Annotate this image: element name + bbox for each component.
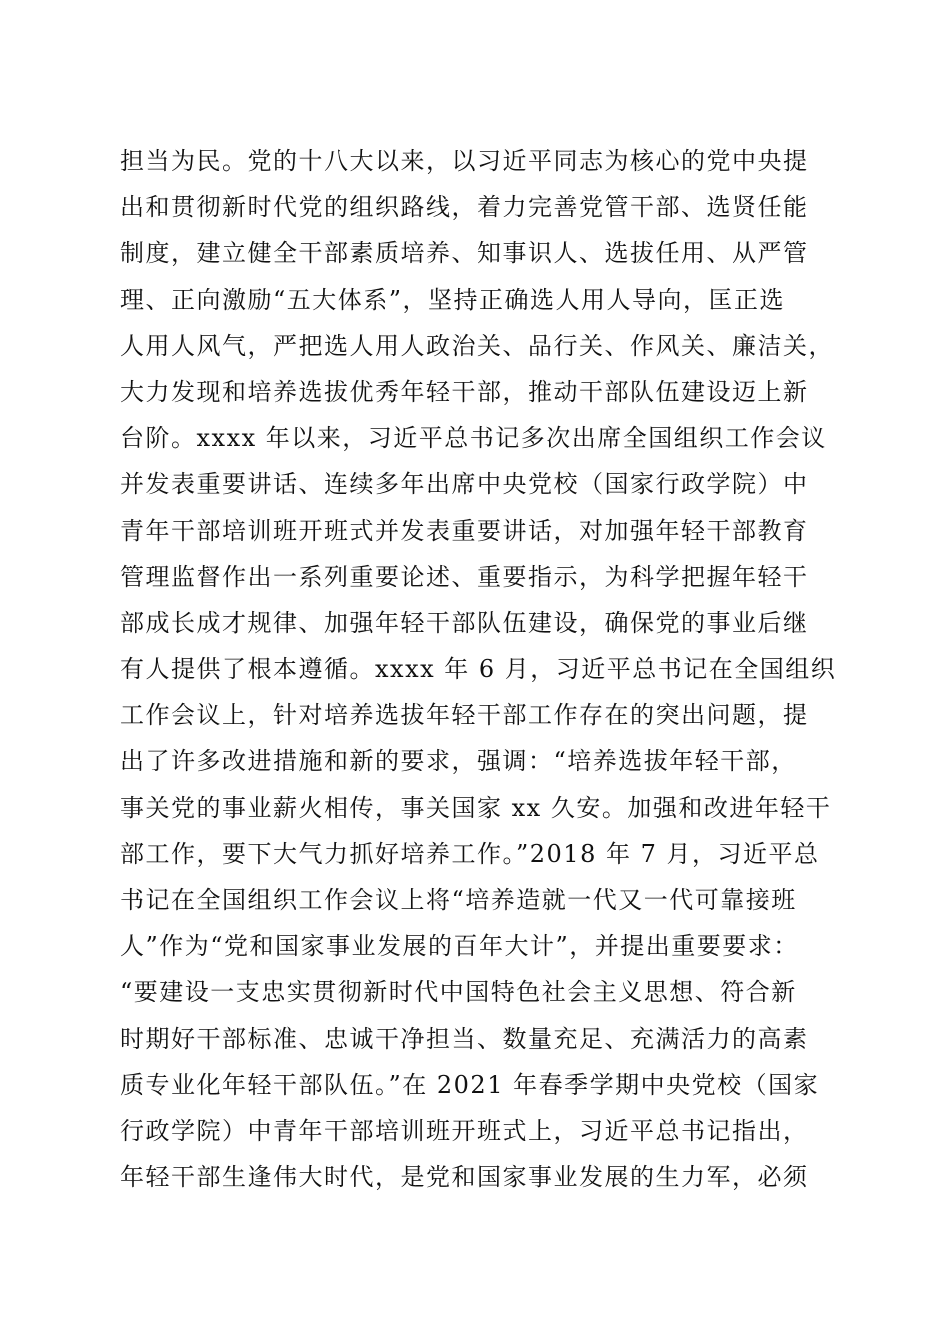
text-line: 大力发现和培养选拔优秀年轻干部，推动干部队伍建设迈上新 bbox=[120, 377, 809, 406]
text-line: 制度，建立健全干部素质培养、知事识人、选拔任用、从严管 bbox=[120, 239, 809, 268]
text-line: 质专业化年轻干部队伍。”在 2021 年春季学期中央党校（国家 bbox=[120, 1070, 820, 1099]
text-line: 部工作，要下大气力抓好培养工作。”2018 年 7 月，习近平总 bbox=[120, 839, 820, 868]
text-line: 年轻干部生逢伟大时代，是党和国家事业发展的生力军，必须 bbox=[120, 1163, 809, 1192]
text-line: 部成长成才规律、加强年轻干部队伍建设，确保党的事业后继 bbox=[120, 608, 809, 637]
text-line: 行政学院）中青年干部培训班开班式上，习近平总书记指出， bbox=[120, 1116, 809, 1145]
text-line: 出和贯彻新时代党的组织路线，着力完善党管干部、选贤任能 bbox=[120, 193, 809, 222]
text-line: 出了许多改进措施和新的要求，强调：“培养选拔年轻干部， bbox=[120, 747, 797, 776]
body-text bbox=[120, 138, 840, 1200]
text-line: 理、正向激励“五大体系”，坚持正确选人用人导向，匡正选 bbox=[120, 285, 786, 314]
text-line: 人用人风气，严把选人用人政治关、品行关、作风关、廉洁关， bbox=[120, 331, 834, 360]
text-line: 有人提供了根本遵循。xxxx 年 6 月，习近平总书记在全国组织 bbox=[120, 655, 837, 684]
text-line: 书记在全国组织工作会议上将“培养造就一代又一代可靠接班 bbox=[120, 886, 797, 914]
text-line: 并发表重要讲话、连续多年出席中央党校（国家行政学院）中 bbox=[120, 470, 809, 499]
text-line: 事关党的事业薪火相传，事关国家 xx 久安。加强和改进年轻干 bbox=[120, 793, 832, 822]
text-line: 人”作为“党和国家事业发展的百年大计”，并提出重要要求： bbox=[120, 932, 799, 961]
text-line: 管理监督作出一系列重要论述、重要指示，为科学把握年轻干 bbox=[120, 562, 809, 591]
text-line: “要建设一支忠实贯彻新时代中国特色社会主义思想、符合新 bbox=[120, 978, 797, 1007]
text-line: 担当为民。党的十八大以来，以习近平同志为核心的党中央提 bbox=[120, 147, 809, 175]
text-line: 青年干部培训班开班式并发表重要讲话，对加强年轻干部教育 bbox=[120, 516, 809, 545]
text-line: 台阶。xxxx 年以来，习近平总书记多次出席全国组织工作会议 bbox=[120, 424, 827, 453]
text-line: 工作会议上，针对培养选拔年轻干部工作存在的突出问题，提 bbox=[120, 701, 809, 730]
text-line: 时期好干部标准、忠诚干净担当、数量充足、充满活力的高素 bbox=[120, 1024, 809, 1053]
